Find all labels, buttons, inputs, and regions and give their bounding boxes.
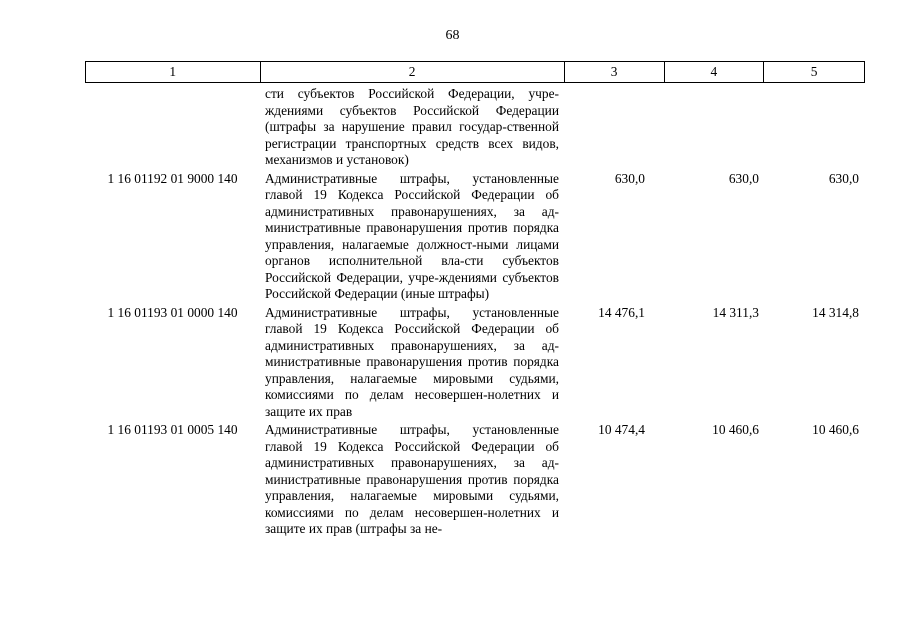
row-code: 1 16 01193 01 0005 140 <box>107 422 238 437</box>
table-row <box>85 171 865 303</box>
column-header-3: 3 <box>565 62 665 82</box>
row-description: сти субъектов Российской Федерации, учре-ждениями субъектов Российской Федерации (штрафы за нарушение правил государ-ственной регистрации транспортных средств всех видов, механизмов и установок) <box>265 86 559 167</box>
page-number: 68 <box>445 28 460 43</box>
row-value-col4 <box>665 86 765 169</box>
column-header-5: 5 <box>810 64 818 79</box>
row-value-col5: 10 460,6 <box>812 422 859 437</box>
row-code <box>85 86 260 169</box>
row-value-col3: 14 476,1 <box>598 304 645 320</box>
row-value-col3: 630,0 <box>614 170 645 186</box>
column-header-1: 1 <box>86 62 261 82</box>
row-value-col5 <box>765 86 865 169</box>
row-value-col4: 10 460,6 <box>712 422 759 437</box>
column-header-4: 4 <box>665 62 765 82</box>
row-value-col3 <box>565 86 665 169</box>
table-row <box>85 422 865 538</box>
row-description: Административные штрафы, установленные главой 19 Кодекса Российской Федерации об административных правонарушениях, за ад-министративные правонарушения против порядка управления, налагаемые мировыми судьями, комиссиями по делам несовершен-нолетних и защите их прав (штрафы за не- <box>265 422 559 536</box>
row-value-col5: 14 314,8 <box>812 304 859 320</box>
table-header-row <box>85 61 865 83</box>
row-description: Административные штрафы, установленные главой 19 Кодекса Российской Федерации об административных правонарушениях, за ад-министративные правонарушения против порядка управления, налагаемые мировыми судьями, комиссиями по делам несовершен-нолетних и защите их прав <box>265 304 559 419</box>
column-header-2: 2 <box>261 62 565 82</box>
row-value-col5: 630,0 <box>828 170 859 186</box>
row-code: 1 16 01192 01 9000 140 <box>107 170 238 186</box>
table-row <box>85 305 865 421</box>
row-code: 1 16 01193 01 0000 140 <box>107 304 238 320</box>
table-body <box>85 86 865 538</box>
row-value-col4: 14 311,3 <box>712 304 759 320</box>
row-value-col4: 630,0 <box>728 170 759 186</box>
row-description: Административные штрафы, установленные главой 19 Кодекса Российской Федерации об административных правонарушениях, за ад-министративные правонарушения против порядка управления, налагаемые должност-ными лицами органов исполнительной вла-сти субъектов Российской Федерации, учре-ждениями субъектов Российской Федерации (иные штрафы) <box>265 170 559 301</box>
row-value-col3: 10 474,4 <box>598 422 645 437</box>
table-row <box>85 86 865 169</box>
